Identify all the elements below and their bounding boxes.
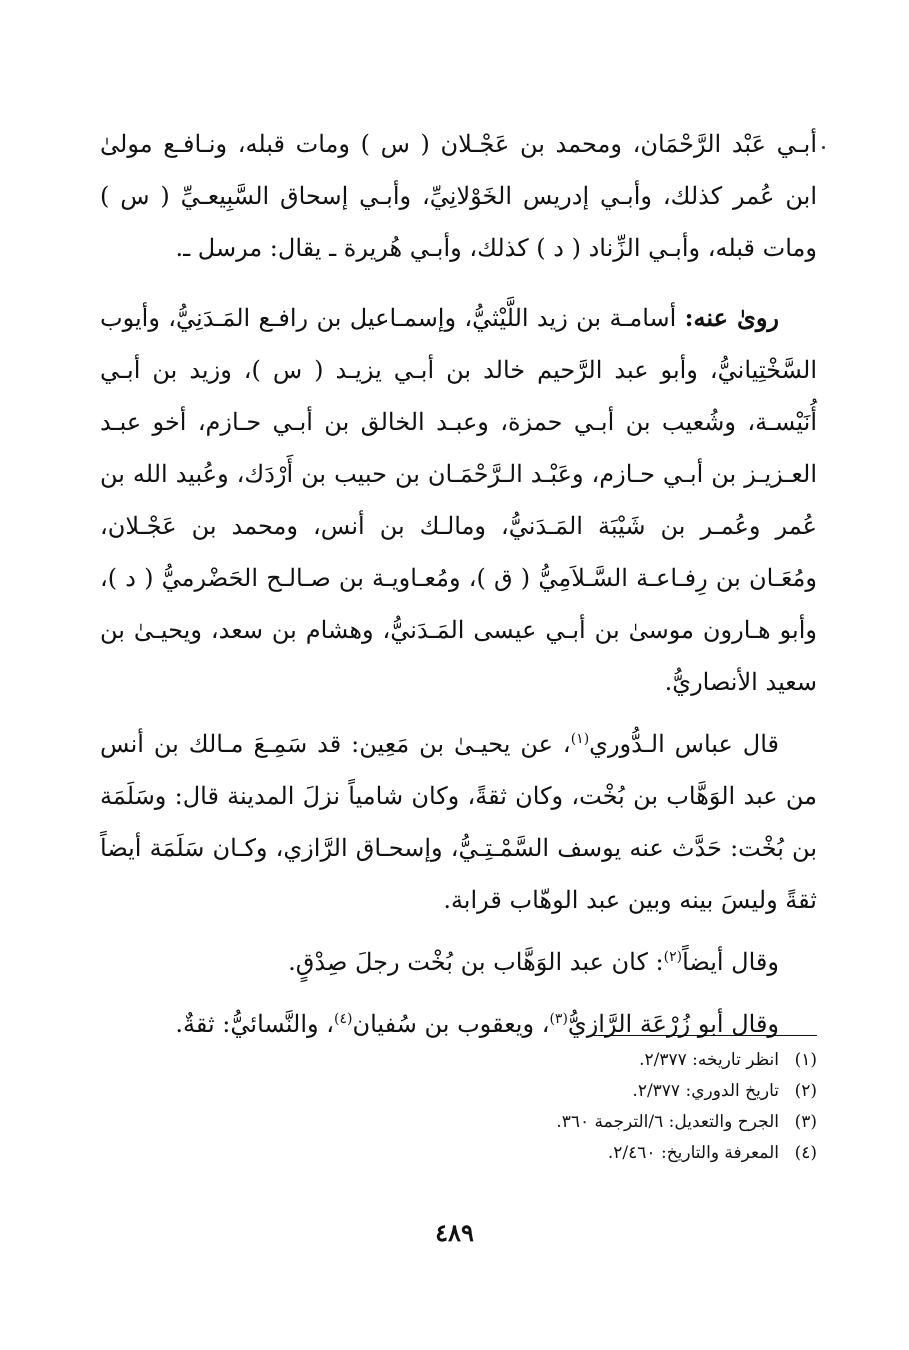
- footnote-2: [317, 1076, 817, 1107]
- footnote-divider: [592, 1035, 817, 1036]
- abu-zura-end: ، والنَّسائيُّ: ثقةٌ.: [175, 1010, 334, 1038]
- footnote-text: المعرفة والتاريخ: ٢/٤٦٠.: [607, 1143, 779, 1163]
- page-number: ٤٨٩: [435, 1218, 474, 1247]
- narrators-list: أسامـة بن زيد اللَّيْثيُّ، وإسمـاعيل بن رافـع المَـدَنِيُّ، وأيوب السَّخْتِيانيُّ، وأبو عبد الرَّحيم خالد بن أبـي يزيـد ( س )، وزيد بن أبـي أُنَيْسـة، وشُعيب بن أبـي حمزة، وعبـد الخالق بن أبـي حـازم، أخو عبـد العـزيـز بن أبـي حـازم، وعَبْـد الـرَّحْمَـان بن حبيب بن أَرْدَك، وعُبيد الله بن عُمر وعُمـر بن شَيْبَة المَـدَنيُّ، ومالـك بن أنس، ومحمد بن عَجْـلان، ومُعَـان بن رِفـاعـة السَّـلاَمِيُّ ( ق )، ومُعـاويـة بن صـالـح الحَضْرميُّ ( د )، وأبو هـارون موسىٰ بن أبـي عيسى المَـدَنيُّ، وهشام بن سعد، ويحيـىٰ بن سعيد الأنصاريُّ.: [100, 304, 817, 696]
- paragraph-duri-quote: [100, 718, 817, 926]
- footnote-3: [317, 1107, 817, 1138]
- footnote-ref-2: (٢): [663, 949, 683, 965]
- also-said-body: : كان عبد الوَهَّاب بن بُخْت رجلَ صِدْقٍ.: [288, 948, 664, 976]
- paragraph-also-said: [100, 936, 817, 988]
- footnote-number: (١): [794, 1050, 817, 1070]
- abu-zura-intro: وقال أبو زُرْعَة الرَّازيُّ: [567, 1010, 779, 1038]
- also-said-intro: وقال أيضاً: [682, 948, 779, 976]
- footnote-text: انظر تاريخه: ٢/٣٧٧.: [639, 1050, 779, 1070]
- footnote-text: الجرح والتعديل: ٦/الترجمة ٣٦٠.: [556, 1112, 779, 1132]
- quote-intro: قال عباس الـدُّوري: [589, 730, 779, 758]
- footnote-4: [317, 1138, 817, 1169]
- footnote-ref-1: (١): [570, 731, 590, 747]
- footnote-1: [317, 1045, 817, 1076]
- footnotes: [317, 1045, 817, 1169]
- quote-body: ، عن يحيـىٰ بن مَعِين: قد سَمِـعَ مـالك بن أنس من عبد الوَهَّاب بن بُخْت، وكان ثقةً، وكان شامياً نزلَ المدينة قال: وسَلَمَة بن بُخْت: حَدَّث عنه يوسف السَّمْـتِـيُّ، وإسحـاق الرَّازي، وكـان سَلَمَة أيضاً ثقةً وليسَ بينه وبين عبد الوهّاب قرابة.: [100, 730, 817, 914]
- page-body: [100, 118, 817, 1060]
- paragraph-narrators: [100, 292, 817, 708]
- footnote-number: (٣): [794, 1112, 817, 1132]
- narrators-heading: روىٰ عنه:: [684, 303, 780, 332]
- footnote-number: (٢): [794, 1081, 817, 1101]
- stray-mark: [822, 146, 825, 149]
- paragraph-teachers: أبـي عَبْد الرَّحْمَان، ومحمد بن عَجْـلان ( س ) ومات قبله، ونـافـع مولىٰ ابن عُمر كذلك، وأبـي إدريس الخَوْلانِيِّ، وأبـي إسحاق السَّبِيعـيِّ ( س ) ومات قبله، وأبـي الزِّناد ( د ) كذلك، وأبـي هُريرة ـ يقال: مرسل ـ.: [100, 130, 817, 262]
- footnote-number: (٤): [794, 1143, 817, 1163]
- paragraph-abu-zura: [100, 998, 817, 1050]
- footnote-ref-4: (٤): [333, 1011, 353, 1027]
- footnote-ref-3: (٣): [549, 1011, 568, 1027]
- abu-zura-middle: ، ويعقوب بن سُفيان: [352, 1010, 550, 1038]
- footnote-text: تاريخ الدوري: ٢/٣٧٧.: [632, 1081, 779, 1101]
